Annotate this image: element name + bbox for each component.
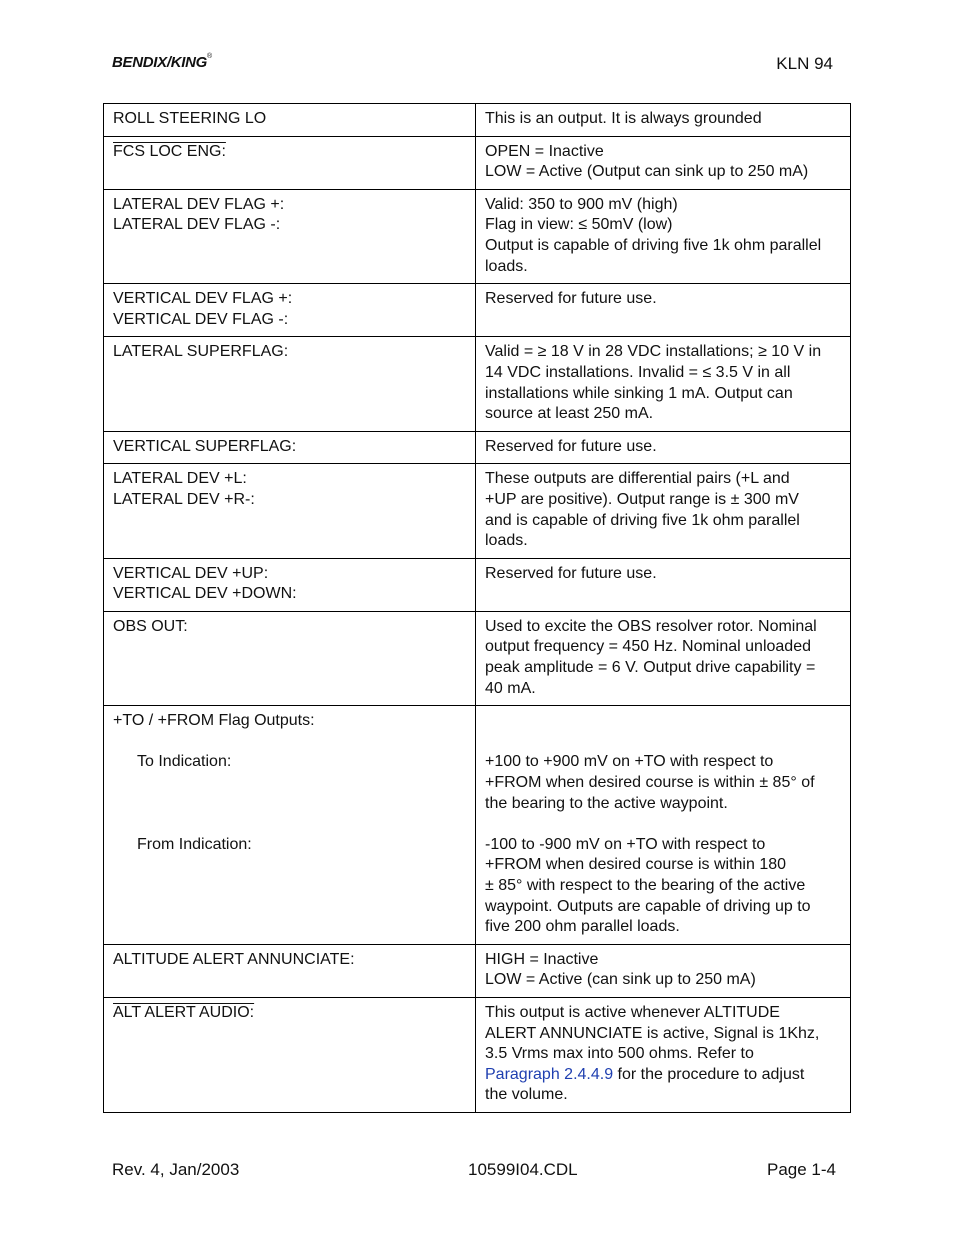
text-line: loads. — [485, 532, 528, 550]
table-row — [104, 997, 851, 1112]
signal-description — [476, 189, 851, 283]
text-line: LATERAL DEV FLAG -: — [113, 216, 281, 234]
text-line: for the procedure to adjust — [613, 1065, 805, 1083]
signal-name — [104, 558, 476, 611]
text-line: Valid = ≥ 18 V in 28 VDC installations; ≥ 10 V in — [485, 343, 822, 361]
text-line: ± 85° with respect to the bearing of the active — [485, 877, 806, 894]
text-line: +FROM when desired course is within 180 — [485, 856, 787, 874]
table-row — [104, 284, 851, 337]
text-line: VERTICAL DEV +UP: — [113, 564, 269, 582]
overline-signal-name: ALT ALERT AUDIO: — [113, 1003, 255, 1021]
text-line: This output is active whenever ALTITUDE — [485, 1003, 780, 1021]
table-row — [104, 464, 851, 558]
signal-name — [104, 337, 476, 431]
text-line: peak amplitude = 6 V. Output drive capability = — [485, 659, 816, 677]
table-row — [104, 189, 851, 283]
text-line: Valid: 350 to 900 mV (high) — [485, 195, 678, 213]
text-line: and is capable of driving five 1k ohm parallel — [485, 511, 800, 529]
text-line: OBS OUT: — [113, 617, 188, 635]
text-line: OPEN = Inactive — [485, 142, 604, 160]
text-line: installations while sinking 1 mA. Output can — [485, 384, 793, 402]
text-line: ROLL STEERING LO — [113, 110, 267, 127]
from-indication-label: From Indication: — [137, 835, 252, 853]
text-line: LOW = Active (Output can sink up to 250 mA) — [485, 163, 809, 181]
text-line: +FROM when desired course is within ± 85° of — [485, 774, 815, 792]
table-row — [104, 104, 851, 137]
paragraph-link[interactable]: Paragraph 2.4.4.9 — [485, 1065, 614, 1083]
text-line: 14 VDC installations. Invalid = ≤ 3.5 V in all — [485, 363, 791, 381]
text-line: the bearing to the active waypoint. — [485, 794, 728, 812]
signal-description — [476, 104, 851, 137]
table-row — [104, 706, 851, 945]
signal-name — [104, 706, 476, 945]
document-id: 10599I04.CDL — [468, 1160, 578, 1179]
table-row — [104, 611, 851, 705]
text-line: Used to excite the OBS resolver rotor. Nominal — [485, 617, 817, 635]
signal-name — [104, 464, 476, 558]
model-name: KLN 94 — [776, 54, 833, 73]
text-line: 40 mA. — [485, 679, 536, 697]
signal-name — [104, 611, 476, 705]
text-line: LATERAL DEV +R-: — [113, 490, 255, 508]
signal-description — [476, 611, 851, 705]
signal-name — [104, 189, 476, 283]
text-line: Reserved for future use. — [485, 564, 657, 582]
brand-logo — [112, 54, 212, 71]
line-spacer — [113, 794, 467, 815]
table-row — [104, 944, 851, 997]
overline-signal-name: FCS LOC ENG: — [113, 142, 226, 160]
text-line: VERTICAL DEV FLAG -: — [113, 310, 289, 328]
flag-outputs-title: +TO / +FROM Flag Outputs: — [113, 712, 315, 730]
table-row — [104, 431, 851, 464]
text-line: output frequency = 450 Hz. Nominal unloaded — [485, 638, 811, 656]
line-spacer — [485, 814, 842, 835]
text-line: LATERAL DEV FLAG +: — [113, 195, 285, 213]
text-line: ALTITUDE ALERT ANNUNCIATE: — [113, 950, 355, 968]
text-line: LATERAL DEV +L: — [113, 470, 247, 488]
to-indication-label: To Indication: — [137, 753, 232, 771]
text-line: Output is capable of driving five 1k ohm parallel — [485, 236, 822, 254]
text-line: source at least 250 mA. — [485, 405, 654, 423]
signal-description — [476, 558, 851, 611]
text-line: Reserved for future use. — [485, 437, 657, 455]
text-line: -100 to -900 mV on +TO with respect to — [485, 835, 766, 853]
text-line: VERTICAL DEV FLAG +: — [113, 290, 293, 308]
table-row — [104, 558, 851, 611]
text-line: VERTICAL DEV +DOWN: — [113, 585, 297, 603]
text-line: LOW = Active (can sink up to 250 mA) — [485, 971, 756, 989]
text-line: 3.5 Vrms max into 500 ohms. Refer to — [485, 1045, 754, 1063]
text-line: Flag in view: ≤ 50mV (low) — [485, 216, 673, 234]
signal-name — [104, 136, 476, 189]
signal-name — [104, 944, 476, 997]
signal-table — [103, 103, 851, 1113]
text-line: waypoint. Outputs are capable of driving up to — [485, 897, 811, 915]
text-line: This is an output. It is always grounded — [485, 110, 762, 127]
table-row — [104, 337, 851, 431]
text-line: VERTICAL SUPERFLAG: — [113, 437, 297, 455]
text-line: five 200 ohm parallel loads. — [485, 918, 680, 936]
signal-description — [476, 944, 851, 997]
line-spacer — [485, 732, 842, 753]
line-spacer — [113, 773, 467, 794]
signal-name — [104, 997, 476, 1112]
text-line: +UP are positive). Output range is ± 300 mV — [485, 490, 799, 508]
text-line: These outputs are differential pairs (+L and — [485, 470, 790, 488]
signal-description — [476, 284, 851, 337]
text-line: HIGH = Inactive — [485, 950, 599, 968]
line-spacer — [113, 814, 467, 835]
signal-description — [476, 464, 851, 558]
line-spacer — [485, 711, 842, 732]
signal-description — [476, 706, 851, 945]
revision-label: Rev. 4, Jan/2003 — [112, 1160, 240, 1179]
table-row — [104, 136, 851, 189]
text-line: +100 to +900 mV on +TO with respect to — [485, 753, 774, 771]
text-line: Reserved for future use. — [485, 290, 657, 308]
text-line: the volume. — [485, 1086, 568, 1104]
signal-description — [476, 431, 851, 464]
text-line: loads. — [485, 257, 528, 275]
signal-name — [104, 104, 476, 137]
brand-name: BENDIX/KING — [112, 54, 208, 71]
text-line: LATERAL SUPERFLAG: — [113, 343, 289, 361]
line-spacer — [113, 732, 467, 753]
signal-description — [476, 997, 851, 1112]
text-line: ALERT ANNUNCIATE is active, Signal is 1Khz, — [485, 1024, 820, 1042]
signal-name — [104, 284, 476, 337]
registered-mark: ® — [207, 53, 212, 60]
signal-description — [476, 136, 851, 189]
page-number: Page 1-4 — [767, 1160, 836, 1179]
signal-name — [104, 431, 476, 464]
signal-description — [476, 337, 851, 431]
